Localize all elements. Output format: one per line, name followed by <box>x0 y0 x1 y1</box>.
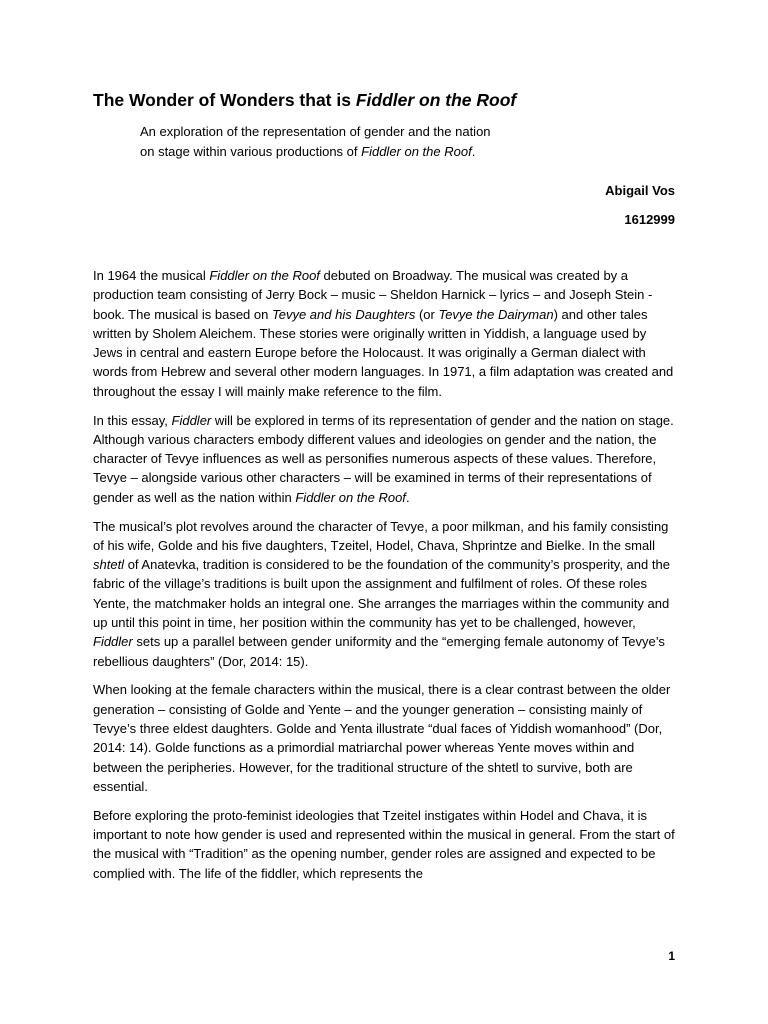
student-id: 1612999 <box>624 212 675 227</box>
p3-text-a: The musical’s plot revolves around the character of Tevye, a poor milkman, and his family consisting of his wife, Golde and his five daughters, Tzeitel, Hodel, Chava, Shprintze and Bielke. In the small <box>93 518 669 553</box>
title-text: The Wonder of Wonders that is <box>93 90 356 110</box>
p2-italic-d: Fiddler on the Roof <box>295 489 406 505</box>
subtitle-text: An exploration of the representation of gender and the nation on stage within various productions of <box>140 124 491 159</box>
p3-text-e: sets up a parallel between gender uniformity and the “emerging female autonomy of Tevye’s rebellious daughters” (Dor, 2014: 15). <box>93 634 665 669</box>
p1-text-c: debuted on Broadway. The musical was created by a production team consisting of Jerry Bock – music – Sheldon Harnick – lyrics – and Joseph Stein - book. The musical is based on <box>93 268 653 322</box>
paragraph-4: When looking at the female characters within the musical, there is a clear contrast between the older generation – consisting of Golde and Yente – and the younger generation – consisting mainly of Tevye’s three eldest daughters. Golde and Yenta illustrate “dual faces of Yiddish womanhood” (Dor, 2014: 14). Golde functions as a primordial matriarchal power whereas Yente moves within and between the peripheries. However, for the traditional structure of the shtetl to survive, both are essential. <box>93 682 671 794</box>
p1-italic-d: Tevye and his Daughters <box>271 306 416 322</box>
document-subtitle <box>140 122 500 161</box>
p1-italic-f: Tevye the Dairyman <box>438 306 554 322</box>
paragraph-5: Before exploring the proto-feminist ideologies that Tzeitel instigates within Hodel and Chava, it is important to note how gender is used and represented within the musical in general. From the start of the musical with “Tradition” as the opening number, gender roles are assigned and expected to be complied with. The life of the fiddler, which represents the <box>93 807 675 881</box>
p3-italic-b: shtetl <box>93 557 125 573</box>
title-italic: Fiddler on the Roof <box>355 90 517 110</box>
p3-text-c: of Anatevka, tradition is considered to be the foundation of the community’s prosperity, and the fabric of the village’s traditions is built upon the assignment and fulfilment of roles. Of these roles Yente, the matchmaker holds an integral one. She arranges the marriages within the community and up until this point in time, her position within the community has yet to be challenged, however, <box>93 557 670 631</box>
p1-text-e: (or <box>415 306 439 322</box>
p3-italic-d: Fiddler <box>93 634 133 650</box>
paragraph-3 <box>93 517 675 671</box>
p1-text-a: In 1964 the musical <box>93 268 210 283</box>
p2-text-a: In this essay, <box>93 412 172 428</box>
p1-italic-b: Fiddler on the Roof <box>209 268 320 283</box>
p2-italic-b: Fiddler <box>171 412 212 428</box>
paragraph-2 <box>93 411 675 507</box>
author-name: Abigail Vos <box>605 183 675 198</box>
subtitle-italic: Fiddler on the Roof <box>361 143 472 159</box>
p2-text-c: will be explored in terms of its representation of gender and the nation on stage. Although various characters embody different values and ideologies on gender and the nation, the character of Tevye influences as well as personifies numerous aspects of these values. Therefore, Tevye – alongside various other characters – will be examined in terms of their representations of gender as well as the nation within <box>93 412 674 505</box>
paragraph-1 <box>93 266 675 401</box>
essay-body <box>93 266 675 892</box>
page-number: 1 <box>668 949 675 963</box>
document-title <box>93 88 693 112</box>
subtitle-end: . <box>471 143 476 159</box>
p1-text-g: ) and other tales written by Sholem Aleichem. These stories were originally written in Yiddish, a language used by Jews in central and eastern Europe before the Holocaust. It was originally a German dialect with words from Hebrew and several other modern languages. In 1971, a film adaptation was created and throughout the essay I will mainly make reference to the film. <box>93 306 674 399</box>
p2-text-e: . <box>405 489 410 505</box>
